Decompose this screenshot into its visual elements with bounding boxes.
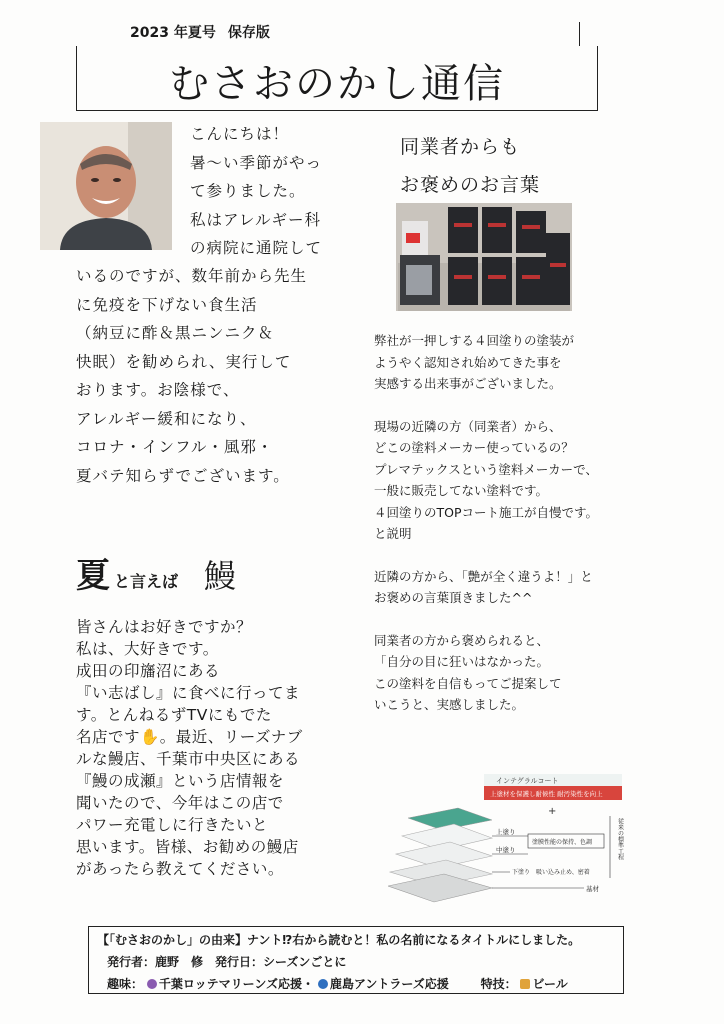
intro-line: おります。お陰様で、 [76,381,240,399]
skill-label: 特技： [480,977,517,991]
diagram-plus: + [548,806,557,817]
issue-season: 2023 年夏号 [130,25,216,41]
hobby-marines: 千葉ロッテマリーンズ応援・ [158,977,315,991]
praise-heading-line: 同業者からも [400,136,521,158]
eel-line: す。とんねるずTVにもでた [76,706,272,724]
footer-info-box [88,926,624,994]
intro-line: 私はアレルギー科 [190,210,321,229]
diagram-label-top: 上塗り [496,828,516,836]
praise-line: お褒めの言葉頂きました^^ [374,590,533,605]
diagram-title: インテグラルコート [496,777,559,785]
intro-line: アレルギー緩和になり、 [76,409,257,428]
issue-label [130,22,270,42]
eel-line: ルな鰻店、千葉市中央区にある [76,750,301,768]
marines-icon [147,979,157,989]
eel-line: 私は、大好きです。 [76,640,219,658]
praise-line: 「自分の目に狂いはなかった。 [374,654,550,669]
praise-line: 一般に販売してない塗料です。 [374,483,549,498]
diagram-subtitle: 上塗材を保護し耐候性 耐汚染性を向上 [490,790,603,798]
eel-line: 成田の印旛沼にある [76,662,221,680]
eel-line: 聞いたので、今年はこの店で [76,794,284,812]
praise-line: いこうと、実感しました。 [374,697,525,712]
diagram-label-mid: 中塗り [496,846,516,854]
intro-line: コロナ・インフル・風邪・ [76,438,274,456]
praise-text [374,330,674,716]
praise-line: 同業者の方から褒められると、 [374,632,550,648]
praise-line: プレマテックスという塗料メーカーで、 [374,461,598,477]
eel-line: 『い志ばし』に食べに行ってま [76,684,301,702]
intro-line: の病院に通院して [190,239,323,257]
eel-line: パワー充電しに行きたいと [76,816,269,834]
praise-line: 実感する出来事がございました。 [374,376,562,391]
eel-line: 皆さんはお好きですか？ [76,618,253,636]
praise-line: 弊社が一押しする４回塗りの塗装が [374,333,575,348]
eel-section-text [76,616,396,880]
intro-line: て参りました。 [190,182,306,200]
intro-line: に免疫を下げない食生活 [76,295,258,314]
praise-heading-line: お褒めのお言葉 [400,174,541,196]
intro-line: 暑～い季節がやっ [190,153,323,172]
intro-line: こんにちは！ [190,125,290,143]
heading-summer: 夏 [76,556,110,596]
coating-layers-diagram [388,774,638,904]
intro-line: （納豆に酢＆黒ニンニク＆ [76,324,275,342]
praise-line: この塗料を自信もってご提案して [374,675,562,691]
praise-line: と説明 [374,526,412,541]
heading-to-ieba: と言えば [114,572,179,591]
footer-publisher: 発行者：鹿野 修 発行日：シーズンごとに [107,955,347,969]
author-portrait-photo [40,122,172,250]
intro-text-top [190,120,370,263]
praise-line: どこの塗料メーカー使っているの？ [374,440,574,455]
eel-line: 『鰻の成瀬』という店情報を [76,772,285,790]
diagram-label-mid-box: 塗膜性能の保持、色調 [532,839,593,846]
footer-origin: 【「むさおのかし」の由来】ナント⁉右から読むと！私の名前になるタイトルにしました。 [97,933,581,947]
antlers-icon [318,979,328,989]
diagram-label-base: 基材 [586,885,599,893]
eel-line: があったら教えてください。 [76,860,284,878]
newsletter-title: むさおのかし通信 [169,61,505,107]
diagram-side-label: 従来の標準工程 [616,818,624,860]
eel-section-heading [76,548,236,597]
intro-text-bottom [76,262,376,490]
eel-line: 名店です✋。最近、リーズナブ [76,728,303,746]
diagram-label-low: 下塗り 吸い込み止め、密着 [512,869,590,876]
eel-line: 思います。皆様、お勧めの鰻店 [76,838,299,856]
footer-hobby: 趣味： 千葉ロッテマリーンズ応援・ 鹿島アントラーズ応援 特技： ビール [107,977,568,991]
intro-line: 夏バテ知らずでございます。 [76,466,290,485]
praise-line: 近隣の方から、「艶が全く違うよ！」と [374,568,593,584]
paint-cans-photo [396,203,572,311]
praise-line: ようやく認知され始めてきた事を [374,354,562,370]
skill-beer: ビール [532,977,568,991]
title-frame [76,46,598,111]
hobby-antlers: 鹿島アントラーズ応援 [329,977,449,991]
intro-line: 快眠）を勧められ、実行して [76,352,292,371]
praise-line: ４回塗りのTOPコート施工が自慢です。 [374,504,599,520]
praise-heading [400,128,540,204]
heading-eel: 鰻 [204,557,237,595]
issue-edition: 保存版 [227,25,270,41]
beer-icon [520,979,530,989]
praise-line: 現場の近隣の方（同業者）から、 [374,418,562,434]
intro-line: いるのですが、数年前から先生 [76,267,308,285]
